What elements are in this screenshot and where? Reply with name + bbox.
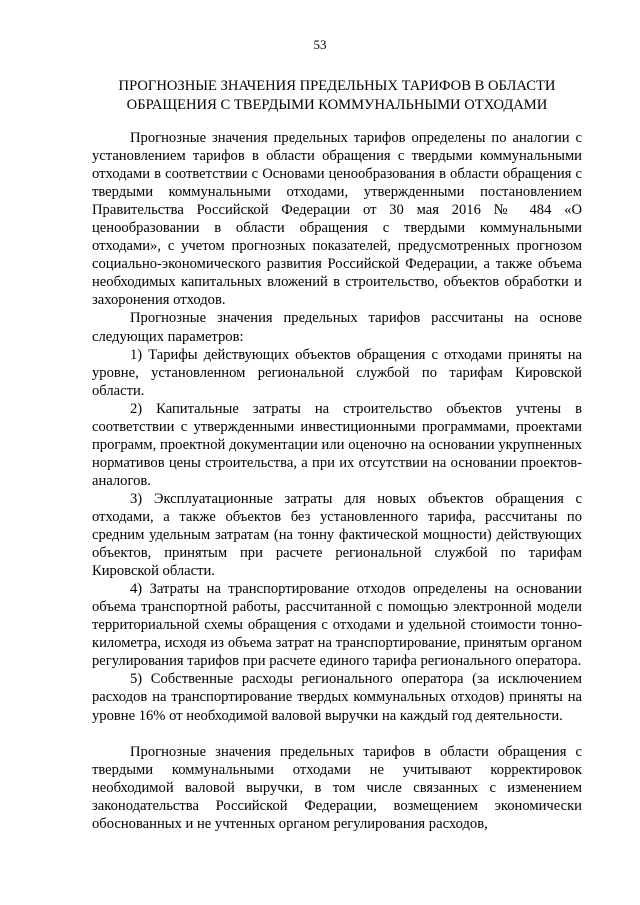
heading-line-1: ПРОГНОЗНЫЕ ЗНАЧЕНИЯ ПРЕДЕЛЬНЫХ ТАРИФОВ В ОБЛАСТИ (118, 78, 556, 94)
paragraph-item-4: 4) Затраты на транспортирование отходов определены на основании объема транспортной работы, рассчитанной с помощью электронной модели территориальной схемы обращения с отходами и удельной стоимости тонно-километра, исходя из объема затрат на транспортирование, принятым органом регулирования тарифов при расчете единого тарифа регионального оператора. (92, 581, 582, 670)
paragraph-item-1: 1) Тарифы действующих объектов обращения с отходами приняты на уровне, установленном региональной службой по тарифам Кировской области. (92, 346, 582, 399)
paragraph-item-3: 3) Эксплуатационные затраты для новых объектов обращения с отходами, а также объектов без установленного тарифа, рассчитаны по средним удельным затратам (на тонну фактической мощности) действующих объектов, принятым при расчете региональной службой по тарифам Кировской области. (92, 490, 582, 580)
paragraph-item-5: 5) Собственные расходы регионального оператора (за исключением расходов на транспортирование твердых коммунальных отходов) приняты на уровне 16% от необходимой валовой выручки на каждый год деятельности. (92, 671, 582, 724)
heading-line-2: ОБРАЩЕНИЯ С ТВЕРДЫМИ КОММУНАЛЬНЫМИ ОТХОДАМИ (126, 97, 548, 113)
paragraph-closing: Прогнозные значения предельных тарифов в области обращения с твердыми коммунальными отходами не учитывают корректировок необходимой валовой выручки, в том числе связанных с изменением законодательства Российской Федерации, возмещением экономически обоснованных и не учтенных органом регулирования расходов, (92, 743, 582, 832)
body-text (92, 129, 582, 833)
paragraph-intro: Прогнозные значения предельных тарифов определены по аналогии с установлением тарифов в области обращения с твердыми коммунальными отходами в соответствии с Основами ценообразования в области обращения с твердыми коммунальными отходами, утвержденными постановлением Правительства Российской Федерации от 30 мая 2016 № 484 «О ценообразовании в области обращения с твердыми коммунальными отходами», с учетом прогнозных показателей, предусмотренных прогнозом социально-экономического развития Российской Федерации, а также объема необходимых капитальных вложений в строительство, объектов обработки и захоронения отходов. (92, 130, 582, 309)
paragraph-parameters-lead: Прогнозные значения предельных тарифов рассчитаны на основе следующих параметров: (92, 310, 582, 345)
paragraph-item-2: 2) Капитальные затраты на строительство объектов учтены в соответствии с утвержденными инвестиционными программами, проектами программ, проектной документации или оценочно на основании укрупненных нормативов цены строительства, а при их отсутствии на основании проектов-аналогов. (92, 400, 582, 489)
page-number: 53 (313, 37, 327, 52)
section-heading (92, 77, 582, 115)
